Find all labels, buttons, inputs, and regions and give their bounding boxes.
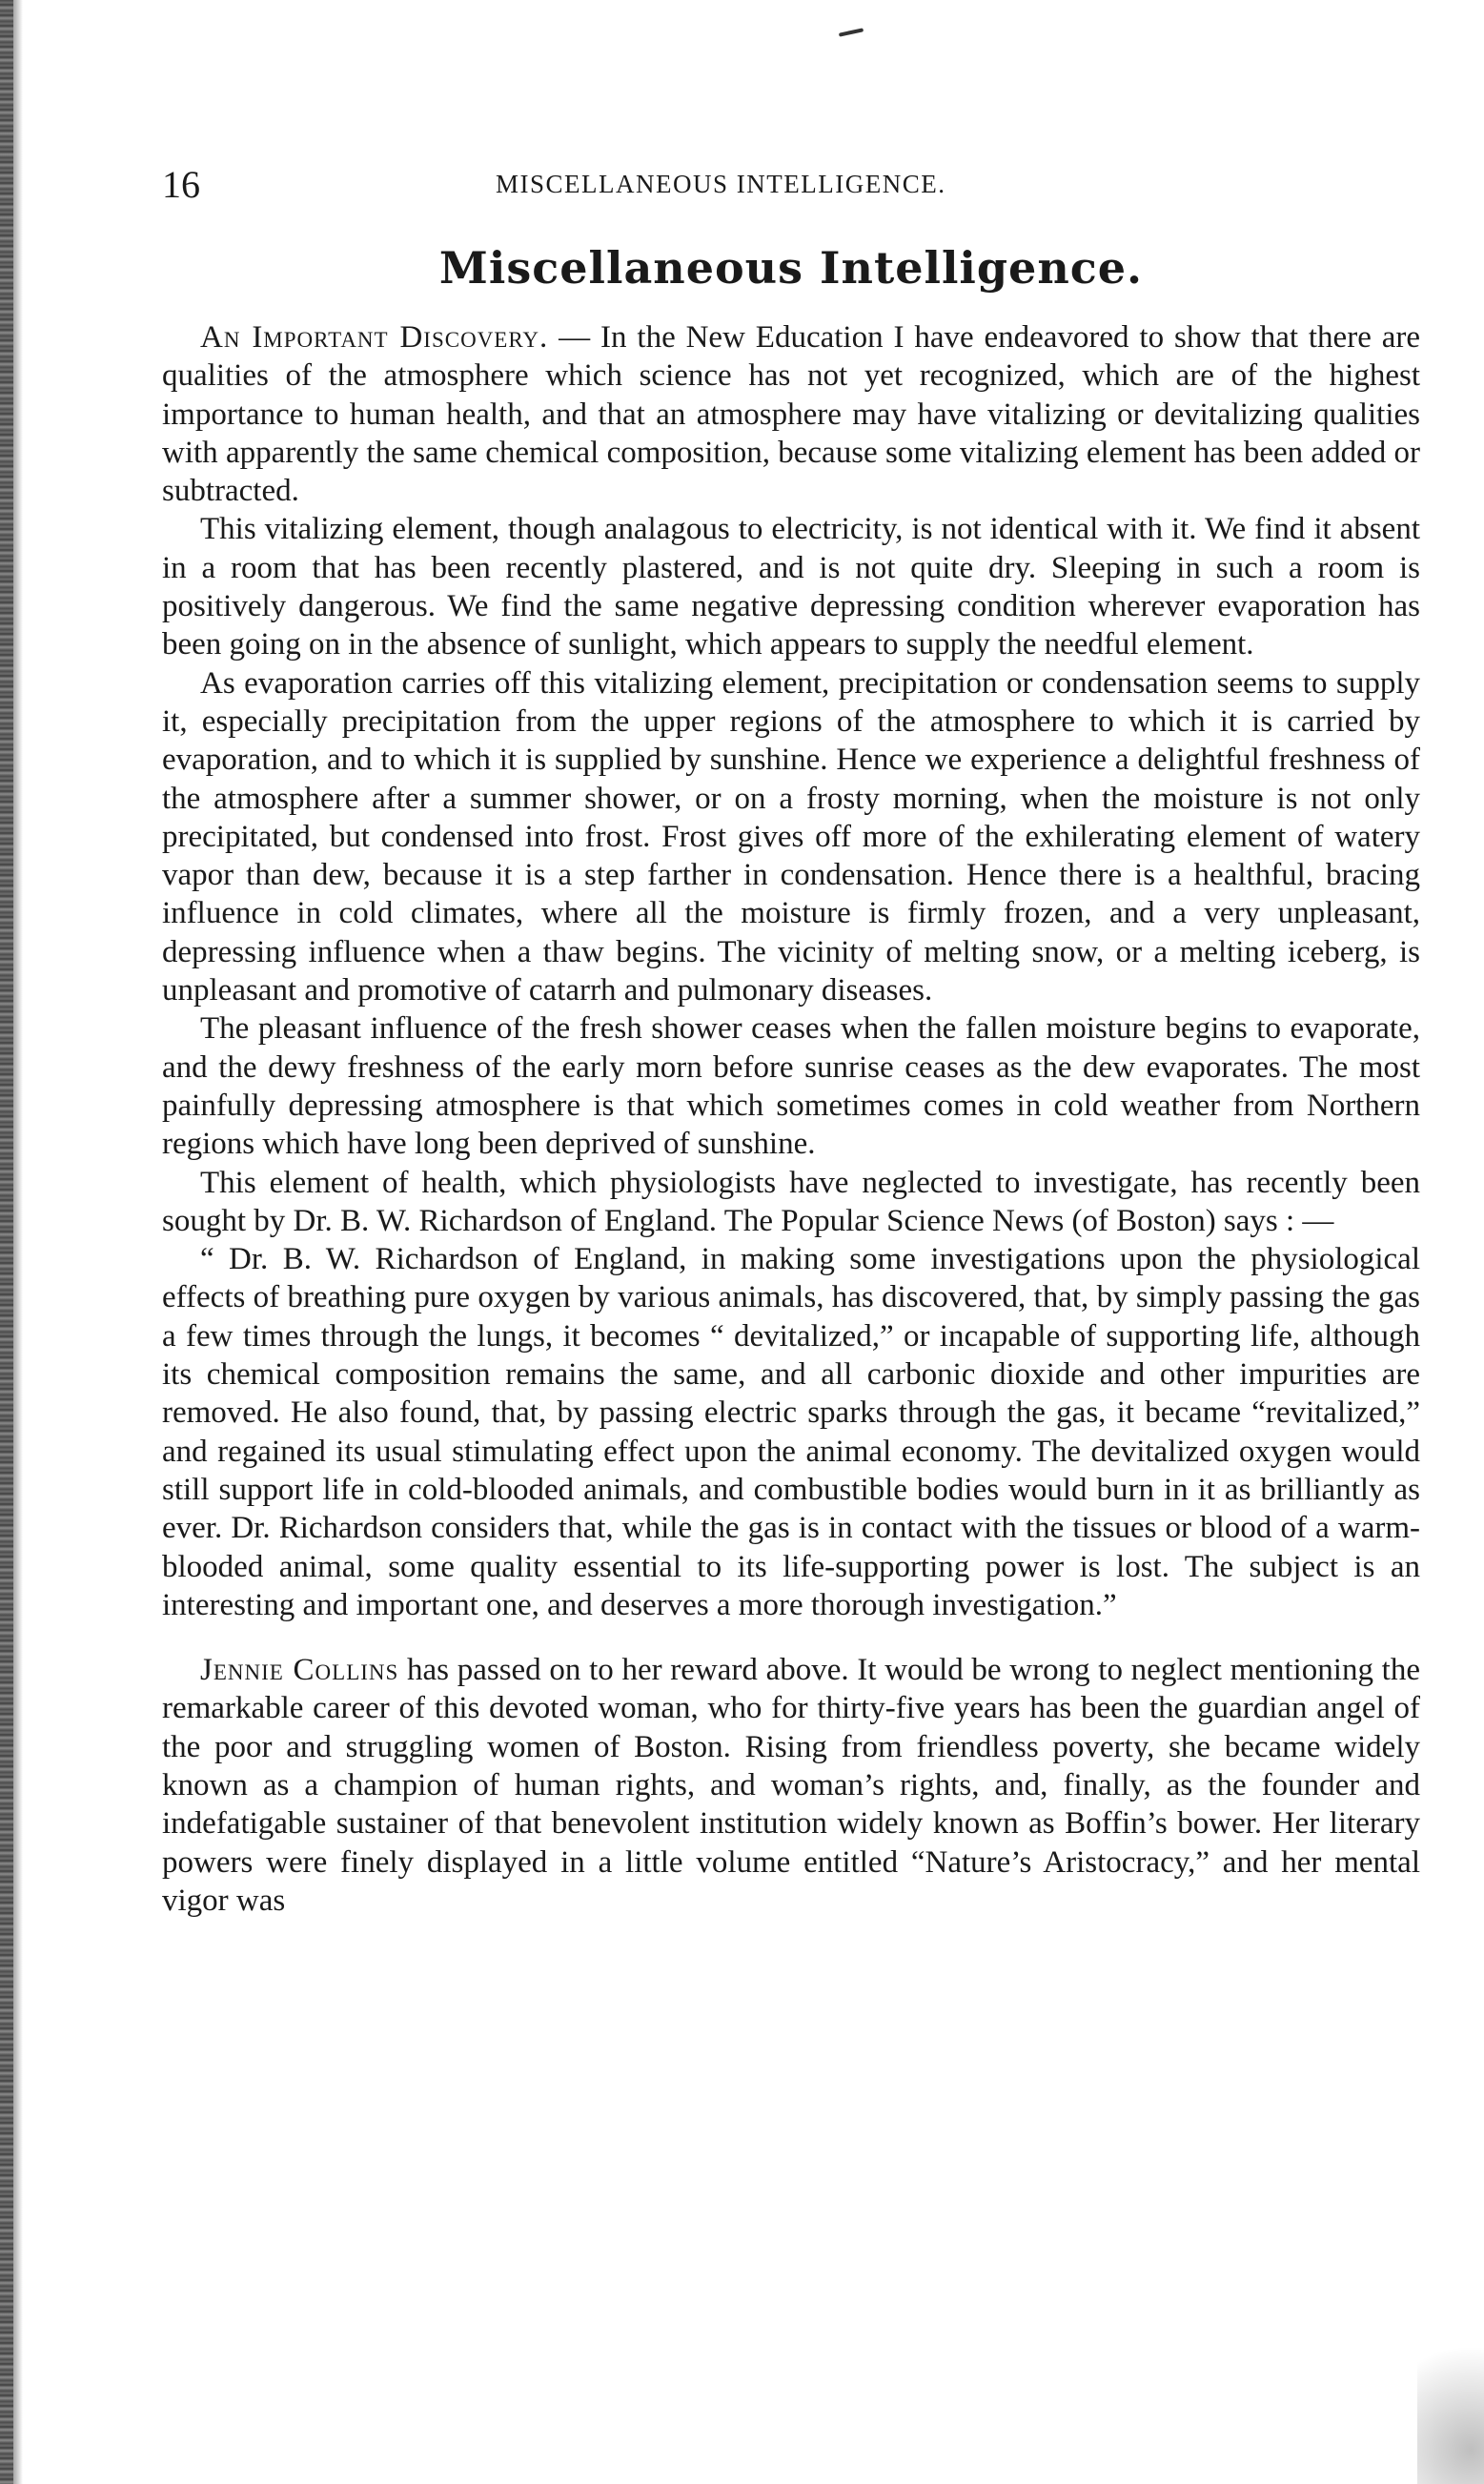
paragraph-jennie-collins: [162, 1651, 1420, 1920]
paragraph-text: — In the New Education I have endeavored to show that there are qualities of the atmosphere which science has not yet recognized, which are of the highest importance to human health, and that an atmosphere may have vitalizing or devitalizing qualities with apparently the same chemical composition, because some vitalizing element has been added or subtracted.: [162, 320, 1420, 509]
binding-shadow: [13, 0, 23, 2484]
paragraph: The pleasant influence of the fresh shower ceases when the fallen moisture begins to evaporate, and the dewy freshness of the early morn before sunrise ceases as the dew evaporates. The most painfully depressing atmosphere is that which sometimes comes in cold weather from Northern regions which have long been deprived of sunshine.: [162, 1011, 1420, 1162]
paragraph-lead: An Important Discovery.: [200, 320, 549, 355]
paragraph-lead: Jennie Collins: [200, 1653, 399, 1688]
paragraph: This vitalizing element, though analagous to electricity, is not identical with it. We find it absent in a room that has been recently plastered, and is not quite dry. Sleeping in such a room is positively dangerous. We find the same negative depressing condition wherever evaporation has been going on in the absence of sunlight, which appears to supply the needful element.: [162, 512, 1420, 662]
page-content: [162, 162, 1420, 1920]
paragraph: This element of health, which physiologists have neglected to investigate, has recently been sought by Dr. B. W. Richardson of England. The Popular Science News (of Boston) says : —: [162, 1165, 1420, 1238]
section-title: Miscellaneous Intelligence.: [438, 242, 1144, 294]
binding-edge: [0, 0, 13, 2484]
page-corner-wear: [1417, 2312, 1484, 2484]
running-title: MISCELLANEOUS INTELLIGENCE.: [496, 170, 946, 198]
ink-mark: [839, 28, 864, 36]
paragraph-text: has passed on to her reward above. It would be wrong to neglect mentioning the remarkable career of this devoted woman, who for thirty-five years has been the guardian angel of the poor and struggling women of Boston. Rising from friendless poverty, she became widely known as a champion of human rights, and woman’s rights, and, finally, as the founder and indefatigable sustainer of that benevolent institution widely known as Boffin’s bower. Her literary powers were finely displayed in a little volume entitled “Nature’s Aristocracy,” and her mental vigor was: [162, 1653, 1420, 1918]
page-number: 16: [162, 163, 200, 206]
quoted-paragraph: “ Dr. B. W. Richardson of England, in making some investigations upon the physiological effects of breathing pure oxygen by various animals, has discovered, that, by simply passing the gas a few times through the lungs, it becomes “ devitalized,” or incapable of supporting life, although its chemical composition remains the same, and all carbonic dioxide and other impurities are removed. He also found, that, by passing electric sparks through the gas, it became “revitalized,” and regained its usual stimulating effect upon the animal economy. The devitalized oxygen would still support life in cold-blooded animals, and combustible bodies would burn in it as brilliantly as ever. Dr. Richardson considers that, while the gas is in contact with the tissues or blood of a warm-blooded animal, some quality essential to its life-supporting power is lost. The subject is an interesting and important one, and deserves a more thorough investigation.”: [162, 1242, 1420, 1622]
article-body: [162, 318, 1420, 1920]
running-header: [162, 162, 1420, 210]
paragraph-important-discovery: [162, 318, 1420, 510]
paragraph: As evaporation carries off this vitalizing element, precipitation or condensation seems to supply it, especially precipitation from the upper regions of the atmosphere to which it is carried by evaporation, and to which it is supplied by sunshine. Hence we experience a delightful freshness of the atmosphere after a summer shower, or on a frosty morning, when the moisture is not only precipitated, but condensed into frost. Frost gives off more of the exhilerating element of watery vapor than dew, because it is a step farther in condensation. Hence there is a healthful, bracing influence in cold climates, where all the moisture is firmly frozen, and a very unpleasant, depressing influence when a thaw begins. The vicinity of melting snow, or a melting iceberg, is unpleasant and promotive of catarrh and pulmonary diseases.: [162, 665, 1420, 1008]
